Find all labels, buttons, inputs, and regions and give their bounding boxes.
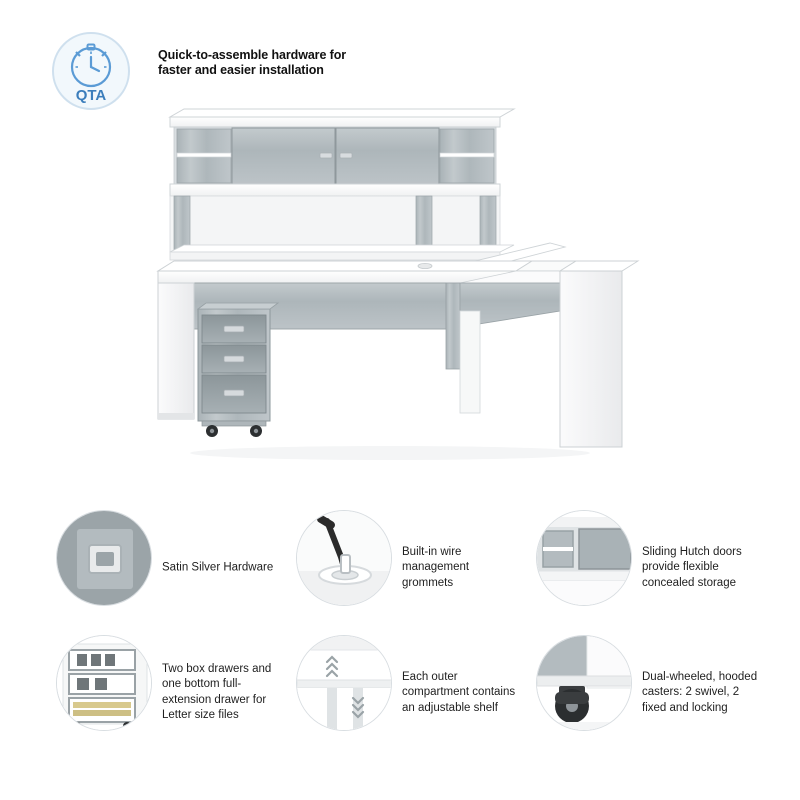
feature-callouts <box>46 500 766 760</box>
svg-text:QTA: QTA <box>75 87 107 104</box>
feature-adjustable-shelf <box>286 635 526 750</box>
feature-wire-management-grommets <box>286 510 526 625</box>
feature-label: Sliding Hutch doors provide flexible concealed storage <box>642 545 742 589</box>
grommet-cable-icon <box>296 510 392 606</box>
hutch-shelf-icon <box>536 510 632 606</box>
feature-label: Dual-wheeled, hooded casters: 2 swivel, 2 fixed and locking <box>642 670 758 714</box>
qta-badge-text: Quick-to-assemble hardware for faster and easier installation <box>158 48 347 77</box>
feature-satin-silver-hardware <box>46 510 286 625</box>
feature-label: Each outer compartment contains an adjustable shelf <box>402 670 516 714</box>
feature-dual-wheeled-casters <box>526 635 766 750</box>
feature-box-and-file-drawers <box>46 635 286 750</box>
product-illustration <box>120 95 690 495</box>
feature-sliding-hutch-doors <box>526 510 766 625</box>
caster-wheel-icon <box>536 635 632 731</box>
feature-label: Satin Silver Hardware <box>162 560 274 573</box>
drawer-pull-icon <box>56 510 152 606</box>
feature-label: Built-in wire management grommets <box>402 545 470 589</box>
adjustable-shelf-icon <box>296 635 392 731</box>
feature-label: Two box drawers and one bottom full-extension drawer for Letter size files <box>162 662 272 721</box>
open-drawers-icon <box>56 635 152 731</box>
stopwatch-icon <box>52 32 130 110</box>
